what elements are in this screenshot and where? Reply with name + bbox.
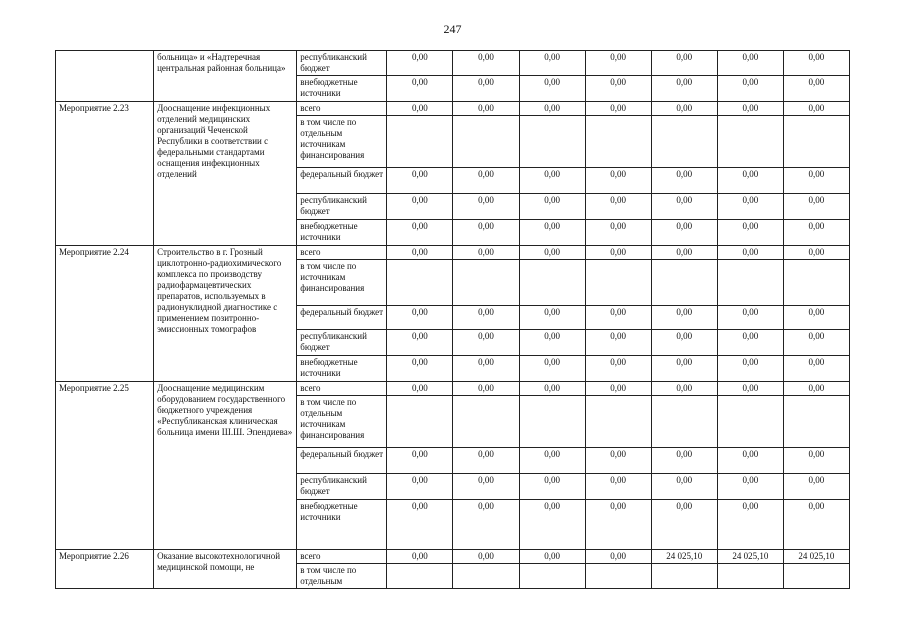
amount-cell: 0,00	[651, 448, 717, 474]
amount-cell: 0,00	[651, 194, 717, 220]
amount-cell: 0,00	[717, 194, 783, 220]
amount-cell: 24 025,10	[651, 550, 717, 564]
amount-cell: 0,00	[519, 356, 585, 382]
amount-cell: 0,00	[651, 220, 717, 246]
funding-source-cell: всего	[297, 246, 387, 260]
amount-cell: 0,00	[783, 356, 849, 382]
amount-cell: 0,00	[519, 474, 585, 500]
event-cell: Мероприятие 2.25	[56, 382, 154, 550]
funding-source-cell: всего	[297, 550, 387, 564]
amount-cell: 0,00	[453, 448, 519, 474]
table-row	[56, 51, 850, 76]
amount-cell: 0,00	[717, 448, 783, 474]
amount-cell: 0,00	[717, 330, 783, 356]
amount-cell: 0,00	[783, 102, 849, 116]
amount-cell: 0,00	[453, 76, 519, 102]
funding-source-cell: в том числе по источникам финансирования	[297, 260, 387, 306]
amount-cell: 0,00	[519, 168, 585, 194]
amount-cell	[453, 260, 519, 306]
amount-cell: 0,00	[585, 356, 651, 382]
amount-cell: 0,00	[387, 76, 453, 102]
amount-cell: 0,00	[453, 550, 519, 564]
amount-cell: 0,00	[717, 474, 783, 500]
amount-cell: 0,00	[519, 550, 585, 564]
amount-cell: 0,00	[519, 246, 585, 260]
funding-source-cell: всего	[297, 382, 387, 396]
amount-cell	[453, 116, 519, 168]
amount-cell	[651, 260, 717, 306]
funding-source-cell: федеральный бюджет	[297, 168, 387, 194]
amount-cell: 0,00	[387, 51, 453, 76]
table-row	[56, 246, 850, 260]
funding-source-cell: в том числе по отдельным источникам финансирования	[297, 396, 387, 448]
funding-source-cell: в том числе по отдельным	[297, 564, 387, 589]
amount-cell: 0,00	[783, 76, 849, 102]
amount-cell: 0,00	[585, 382, 651, 396]
amount-cell	[387, 564, 453, 589]
amount-cell: 0,00	[453, 168, 519, 194]
amount-cell: 0,00	[717, 246, 783, 260]
amount-cell: 24 025,10	[717, 550, 783, 564]
description-cell: Строительство в г. Грозный циклотронно-радиохимического комплекса по производству радиофармацевтических препаратов, используемых в радионуклидной диагностике с применением позитронно-эмиссионных томографов	[154, 246, 297, 382]
budget-table	[55, 50, 850, 589]
description-cell: Дооснащение медицинским оборудованием государственного бюджетного учреждения «Республиканская клиническая больница имени Ш.Ш. Эпендиева»	[154, 382, 297, 550]
table-row	[56, 550, 850, 564]
amount-cell	[453, 396, 519, 448]
funding-source-cell: республиканский бюджет	[297, 474, 387, 500]
event-cell: Мероприятие 2.26	[56, 550, 154, 589]
amount-cell: 0,00	[651, 330, 717, 356]
amount-cell: 24 025,10	[783, 550, 849, 564]
amount-cell: 0,00	[585, 194, 651, 220]
amount-cell	[519, 116, 585, 168]
amount-cell: 0,00	[453, 474, 519, 500]
amount-cell: 0,00	[453, 500, 519, 550]
funding-source-cell: республиканский бюджет	[297, 51, 387, 76]
amount-cell: 0,00	[519, 102, 585, 116]
amount-cell: 0,00	[783, 51, 849, 76]
amount-cell: 0,00	[453, 194, 519, 220]
amount-cell: 0,00	[651, 168, 717, 194]
amount-cell: 0,00	[387, 194, 453, 220]
amount-cell: 0,00	[453, 51, 519, 76]
amount-cell: 0,00	[783, 194, 849, 220]
amount-cell: 0,00	[783, 500, 849, 550]
funding-source-cell: в том числе по отдельным источникам финансирования	[297, 116, 387, 168]
amount-cell: 0,00	[387, 550, 453, 564]
amount-cell: 0,00	[387, 330, 453, 356]
table-row	[56, 382, 850, 396]
amount-cell: 0,00	[519, 448, 585, 474]
amount-cell: 0,00	[717, 382, 783, 396]
amount-cell: 0,00	[519, 382, 585, 396]
amount-cell	[717, 564, 783, 589]
amount-cell: 0,00	[717, 51, 783, 76]
funding-source-cell: республиканский бюджет	[297, 330, 387, 356]
amount-cell: 0,00	[387, 168, 453, 194]
amount-cell: 0,00	[585, 448, 651, 474]
amount-cell: 0,00	[585, 168, 651, 194]
amount-cell	[585, 396, 651, 448]
amount-cell: 0,00	[717, 500, 783, 550]
amount-cell	[585, 260, 651, 306]
amount-cell: 0,00	[651, 51, 717, 76]
funding-source-cell: внебюджетные источники	[297, 220, 387, 246]
amount-cell: 0,00	[783, 168, 849, 194]
page-number: 247	[443, 22, 462, 36]
amount-cell: 0,00	[585, 220, 651, 246]
amount-cell: 0,00	[651, 356, 717, 382]
amount-cell	[519, 396, 585, 448]
amount-cell	[717, 116, 783, 168]
amount-cell	[585, 564, 651, 589]
amount-cell: 0,00	[585, 306, 651, 330]
amount-cell: 0,00	[453, 330, 519, 356]
amount-cell: 0,00	[519, 220, 585, 246]
amount-cell: 0,00	[717, 220, 783, 246]
amount-cell: 0,00	[387, 220, 453, 246]
amount-cell: 0,00	[453, 306, 519, 330]
amount-cell	[783, 116, 849, 168]
amount-cell: 0,00	[519, 76, 585, 102]
amount-cell	[783, 260, 849, 306]
amount-cell: 0,00	[585, 500, 651, 550]
amount-cell	[387, 260, 453, 306]
amount-cell	[387, 116, 453, 168]
funding-source-cell: федеральный бюджет	[297, 448, 387, 474]
amount-cell	[651, 564, 717, 589]
amount-cell: 0,00	[387, 356, 453, 382]
amount-cell: 0,00	[387, 306, 453, 330]
amount-cell: 0,00	[585, 51, 651, 76]
amount-cell: 0,00	[717, 102, 783, 116]
amount-cell: 0,00	[519, 330, 585, 356]
amount-cell: 0,00	[519, 51, 585, 76]
amount-cell	[453, 564, 519, 589]
amount-cell: 0,00	[453, 356, 519, 382]
amount-cell: 0,00	[783, 246, 849, 260]
event-cell	[56, 51, 154, 102]
amount-cell: 0,00	[651, 246, 717, 260]
amount-cell: 0,00	[585, 474, 651, 500]
funding-source-cell: федеральный бюджет	[297, 306, 387, 330]
amount-cell: 0,00	[453, 102, 519, 116]
amount-cell: 0,00	[651, 382, 717, 396]
amount-cell: 0,00	[717, 76, 783, 102]
amount-cell: 0,00	[651, 102, 717, 116]
description-cell: больница» и «Надтеречная центральная районная больница»	[154, 51, 297, 102]
amount-cell: 0,00	[585, 246, 651, 260]
funding-source-cell: внебюджетные источники	[297, 500, 387, 550]
description-cell: Дооснащение инфекционных отделений медицинских организаций Чеченской Республики в соответствии с федеральными стандартами оснащения инфекционных отделений	[154, 102, 297, 246]
event-cell: Мероприятие 2.23	[56, 102, 154, 246]
amount-cell: 0,00	[585, 76, 651, 102]
amount-cell: 0,00	[387, 448, 453, 474]
amount-cell	[783, 564, 849, 589]
amount-cell: 0,00	[519, 500, 585, 550]
amount-cell: 0,00	[387, 500, 453, 550]
amount-cell: 0,00	[387, 246, 453, 260]
amount-cell	[783, 396, 849, 448]
table-row	[56, 102, 850, 116]
funding-source-cell: внебюджетные источники	[297, 356, 387, 382]
funding-source-cell: республиканский бюджет	[297, 194, 387, 220]
amount-cell: 0,00	[651, 306, 717, 330]
amount-cell: 0,00	[519, 194, 585, 220]
amount-cell: 0,00	[387, 382, 453, 396]
amount-cell: 0,00	[651, 474, 717, 500]
amount-cell	[651, 396, 717, 448]
amount-cell: 0,00	[651, 76, 717, 102]
amount-cell	[717, 396, 783, 448]
amount-cell: 0,00	[585, 550, 651, 564]
amount-cell: 0,00	[783, 382, 849, 396]
amount-cell: 0,00	[783, 474, 849, 500]
amount-cell: 0,00	[585, 102, 651, 116]
amount-cell: 0,00	[717, 306, 783, 330]
amount-cell	[387, 396, 453, 448]
event-cell: Мероприятие 2.24	[56, 246, 154, 382]
amount-cell: 0,00	[519, 306, 585, 330]
amount-cell: 0,00	[453, 246, 519, 260]
amount-cell: 0,00	[453, 220, 519, 246]
funding-source-cell: всего	[297, 102, 387, 116]
amount-cell	[651, 116, 717, 168]
amount-cell: 0,00	[387, 102, 453, 116]
amount-cell	[519, 564, 585, 589]
amount-cell: 0,00	[783, 306, 849, 330]
amount-cell: 0,00	[717, 356, 783, 382]
funding-source-cell: внебюджетные источники	[297, 76, 387, 102]
amount-cell: 0,00	[387, 474, 453, 500]
description-cell: Оказание высокотехнологичной медицинской помощи, не	[154, 550, 297, 589]
amount-cell	[717, 260, 783, 306]
amount-cell: 0,00	[717, 168, 783, 194]
amount-cell	[585, 116, 651, 168]
amount-cell	[519, 260, 585, 306]
amount-cell: 0,00	[783, 448, 849, 474]
amount-cell: 0,00	[585, 330, 651, 356]
amount-cell: 0,00	[453, 382, 519, 396]
amount-cell: 0,00	[651, 500, 717, 550]
amount-cell: 0,00	[783, 220, 849, 246]
amount-cell: 0,00	[783, 330, 849, 356]
